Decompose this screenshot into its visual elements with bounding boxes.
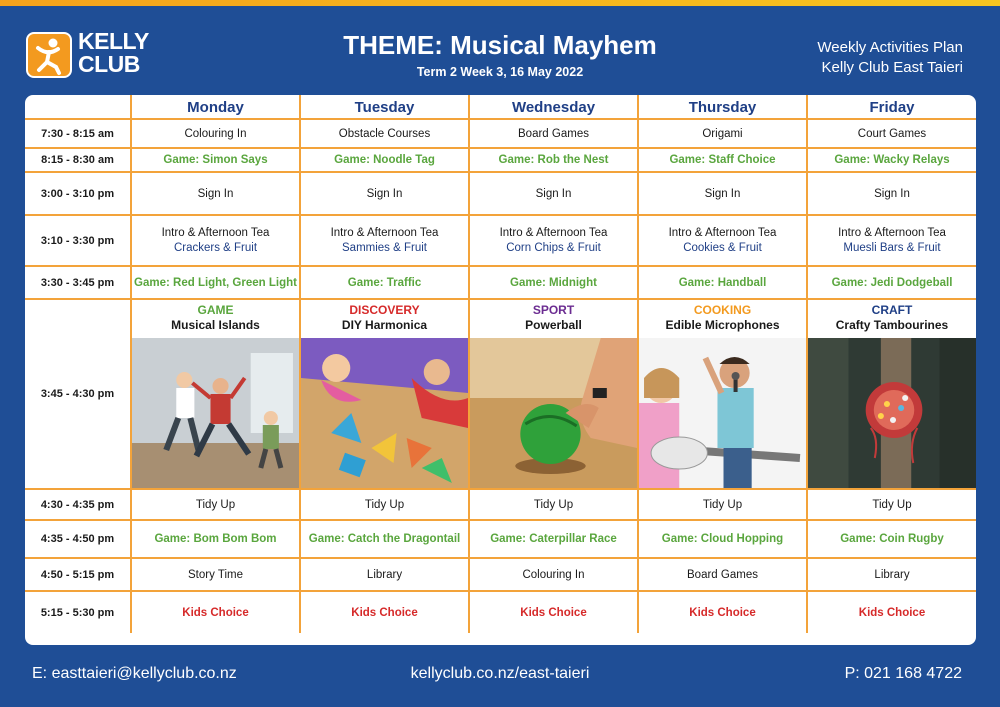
time-slot: 3:30 - 3:45 pm (25, 266, 131, 299)
snack-menu: Muesli Bars & Fruit (843, 242, 941, 254)
tea-label: Intro & Afternoon Tea (668, 227, 777, 239)
kids-dancing-photo (132, 338, 299, 488)
activity-category: COOKING (693, 303, 752, 317)
activity-text-cell: Sign In (300, 172, 469, 215)
activity-category: SPORT (532, 303, 575, 317)
tambourine-tree-photo (808, 338, 976, 488)
top-accent-stripe (0, 0, 1000, 6)
activity-category: GAME (197, 303, 234, 317)
day-header: Monday (131, 95, 300, 119)
activity-name: Edible Microphones (665, 318, 780, 332)
tea-label: Intro & Afternoon Tea (161, 227, 270, 239)
activity-text-cell: Origami (638, 119, 807, 148)
game-cell: Game: Staff Choice (638, 148, 807, 172)
activity-text-cell: Sign In (469, 172, 638, 215)
game-cell: Game: Rob the Nest (469, 148, 638, 172)
activity-category: DISCOVERY (349, 303, 420, 317)
game-cell: Game: Coin Rugby (807, 520, 976, 558)
schedule-row (25, 520, 976, 558)
afternoon-tea-cell (638, 215, 807, 266)
activity-name: Crafty Tambourines (835, 318, 949, 332)
game-cell: Game: Simon Says (131, 148, 300, 172)
time-slot: 3:10 - 3:30 pm (25, 215, 131, 266)
day-header-row (25, 95, 976, 119)
logo-line2: CLUB (78, 51, 140, 77)
game-cell: Game: Jedi Dodgeball (807, 266, 976, 299)
footer-website[interactable]: kellyclub.co.nz/east-taieri (410, 665, 590, 682)
afternoon-tea-cell (300, 215, 469, 266)
activity-cell (300, 299, 469, 489)
activity-name: Musical Islands (171, 318, 260, 332)
time-slot: 8:15 - 8:30 am (25, 148, 131, 172)
snack-menu: Crackers & Fruit (173, 242, 258, 254)
activity-text-cell: Colouring In (469, 558, 638, 591)
activity-text-cell: Library (300, 558, 469, 591)
activity-text-cell: Sign In (131, 172, 300, 215)
activity-name: DIY Harmonica (341, 318, 428, 332)
tea-label: Intro & Afternoon Tea (499, 227, 608, 239)
kids-choice-cell: Kids Choice (469, 591, 638, 633)
activity-cell (131, 299, 300, 489)
schedule-row (25, 215, 976, 266)
schedule-row (25, 148, 976, 172)
time-slot: 4:30 - 4:35 pm (25, 489, 131, 520)
schedule-row (25, 489, 976, 520)
activity-name: Powerball (525, 318, 582, 332)
page-title: THEME: Musical Mayhem (343, 30, 657, 60)
time-slot: 3:45 - 4:30 pm (25, 299, 131, 489)
time-slot: 7:30 - 8:15 am (25, 119, 131, 148)
schedule-table (25, 95, 976, 633)
day-header: Friday (807, 95, 976, 119)
footer-phone[interactable]: P: 021 168 4722 (844, 665, 962, 682)
activity-text-cell: Story Time (131, 558, 300, 591)
activity-text-cell: Tidy Up (638, 489, 807, 520)
activity-text-cell: Sign In (807, 172, 976, 215)
afternoon-tea-cell (131, 215, 300, 266)
activity-text-cell: Tidy Up (131, 489, 300, 520)
activity-text-cell: Court Games (807, 119, 976, 148)
kids-choice-cell: Kids Choice (638, 591, 807, 633)
schedule-row (25, 591, 976, 633)
game-cell: Game: Catch the Dragontail (300, 520, 469, 558)
day-header: Wednesday (469, 95, 638, 119)
kids-singing-photo (639, 338, 806, 488)
afternoon-tea-cell (807, 215, 976, 266)
kids-choice-cell: Kids Choice (300, 591, 469, 633)
day-header: Thursday (638, 95, 807, 119)
game-cell: Game: Handball (638, 266, 807, 299)
activity-text-cell: Colouring In (131, 119, 300, 148)
snack-menu: Cookies & Fruit (683, 242, 762, 254)
activity-cell (638, 299, 807, 489)
activity-text-cell: Library (807, 558, 976, 591)
activity-text-cell: Sign In (638, 172, 807, 215)
club-location: Kelly Club East Taieri (821, 59, 963, 76)
schedule-card (25, 95, 976, 645)
tea-label: Intro & Afternoon Tea (838, 227, 946, 239)
game-cell: Game: Caterpillar Race (469, 520, 638, 558)
game-cell: Game: Red Light, Green Light (131, 266, 300, 299)
schedule-row (25, 172, 976, 215)
game-cell: Game: Traffic (300, 266, 469, 299)
snack-menu: Corn Chips & Fruit (506, 242, 601, 254)
plan-label: Weekly Activities Plan (817, 39, 963, 56)
activity-cell (807, 299, 976, 489)
kids-shapes-photo (301, 338, 468, 488)
kids-choice-cell: Kids Choice (131, 591, 300, 633)
activity-category: CRAFT (871, 303, 913, 317)
schedule-row (25, 558, 976, 591)
schedule-row (25, 119, 976, 148)
tea-label: Intro & Afternoon Tea (330, 227, 439, 239)
schedule-row (25, 266, 976, 299)
game-cell: Game: Bom Bom Bom (131, 520, 300, 558)
logo-line1: KELLY (78, 28, 149, 54)
green-ball-photo (470, 338, 637, 488)
activity-text-cell: Board Games (638, 558, 807, 591)
game-cell: Game: Midnight (469, 266, 638, 299)
snack-menu: Sammies & Fruit (342, 242, 427, 254)
activity-cell (469, 299, 638, 489)
game-cell: Game: Wacky Relays (807, 148, 976, 172)
time-slot: 3:00 - 3:10 pm (25, 172, 131, 215)
activity-text-cell: Tidy Up (469, 489, 638, 520)
day-header: Tuesday (300, 95, 469, 119)
activity-text-cell: Tidy Up (807, 489, 976, 520)
kids-choice-cell: Kids Choice (858, 606, 926, 619)
corner-cell (25, 95, 131, 119)
footer-email[interactable]: E: easttaieri@kellyclub.co.nz (32, 665, 237, 682)
activity-text-cell: Tidy Up (300, 489, 469, 520)
time-slot: 4:35 - 4:50 pm (25, 520, 131, 558)
activity-text-cell: Board Games (469, 119, 638, 148)
time-slot: 4:50 - 5:15 pm (25, 558, 131, 591)
page-subtitle: Term 2 Week 3, 16 May 2022 (416, 65, 584, 79)
activity-text-cell: Obstacle Courses (300, 119, 469, 148)
game-cell: Game: Cloud Hopping (638, 520, 807, 558)
time-slot: 5:15 - 5:30 pm (25, 591, 131, 633)
schedule-row (25, 299, 976, 489)
afternoon-tea-cell (469, 215, 638, 266)
game-cell: Game: Noodle Tag (300, 148, 469, 172)
